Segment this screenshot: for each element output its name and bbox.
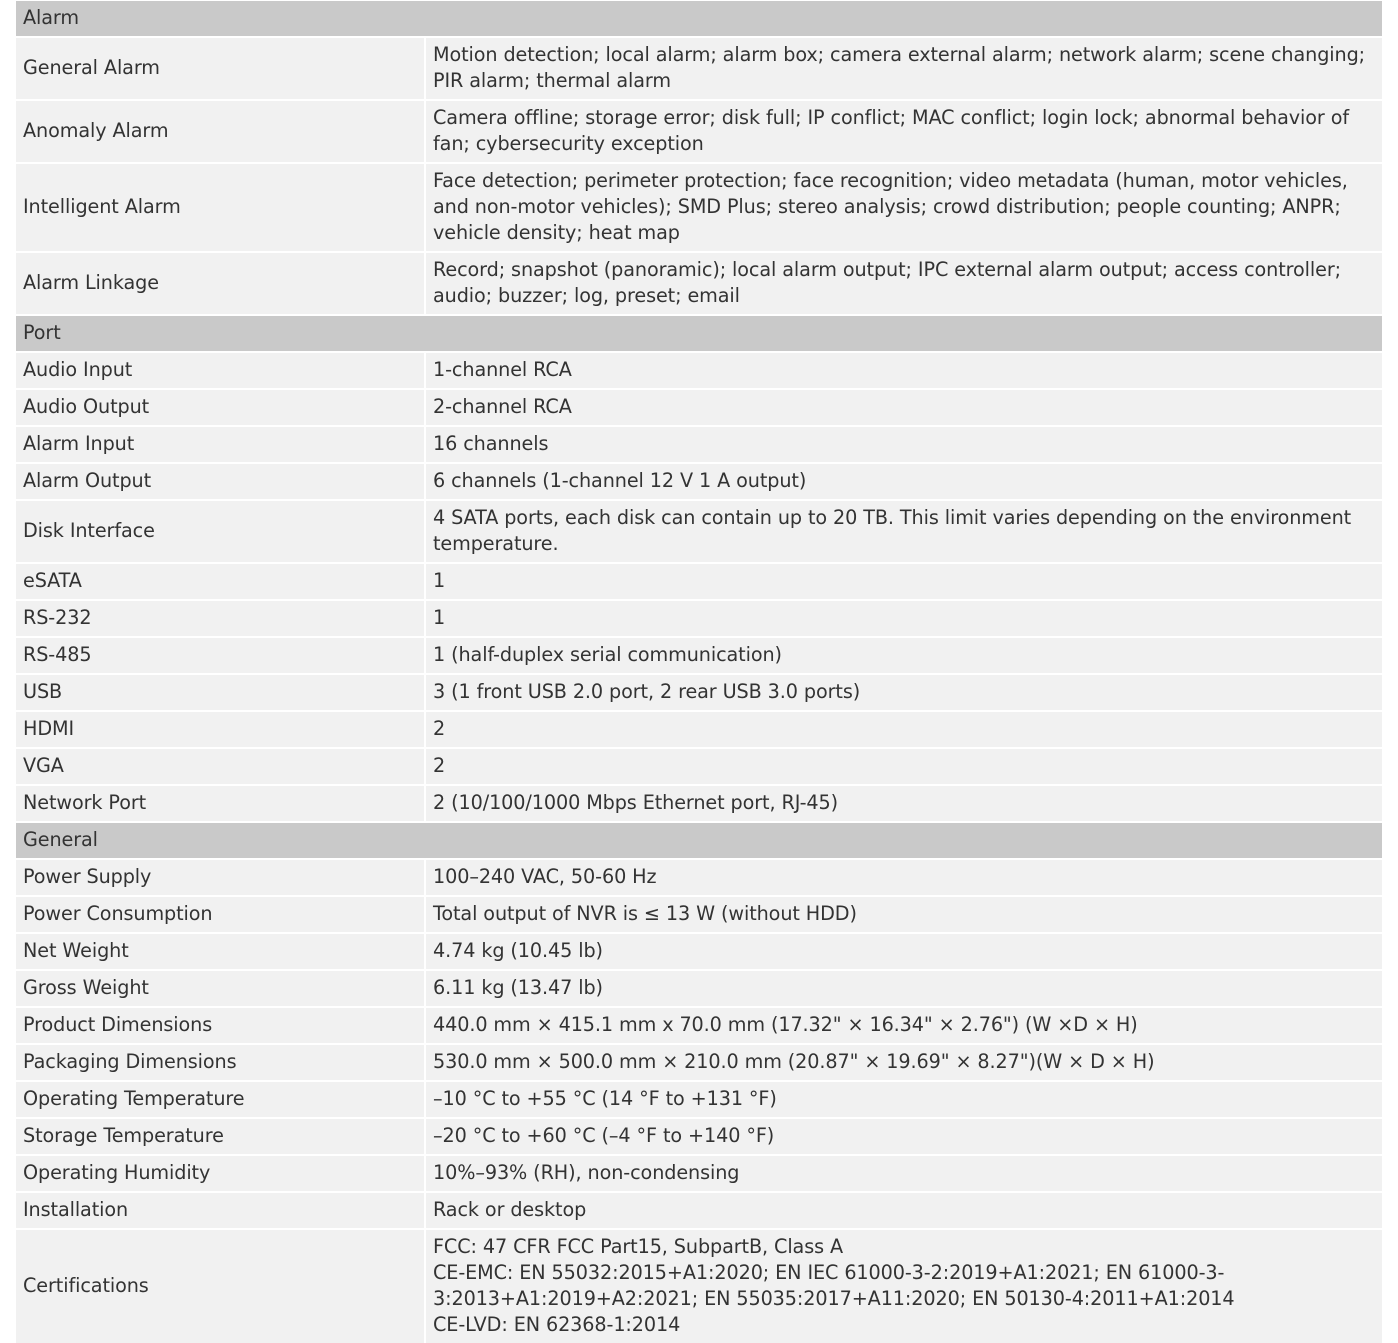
row-label: Power Supply xyxy=(16,859,425,896)
row-label: Disk Interface xyxy=(16,500,425,563)
row-value: –20 °C to +60 °C (–4 °F to +140 °F) xyxy=(425,1118,1382,1155)
table-row xyxy=(16,1118,1382,1155)
row-value: Rack or desktop xyxy=(425,1192,1382,1229)
row-value: 100–240 VAC, 50-60 Hz xyxy=(425,859,1382,896)
table-row xyxy=(16,600,1382,637)
row-label: USB xyxy=(16,674,425,711)
table-row xyxy=(16,896,1382,933)
row-value: 2 xyxy=(425,748,1382,785)
row-label: Product Dimensions xyxy=(16,1007,425,1044)
table-row xyxy=(16,748,1382,785)
certification-fcc: FCC: 47 CFR FCC Part15, SubpartB, Class A xyxy=(433,1235,844,1258)
row-value: Total output of NVR is ≤ 13 W (without HDD) xyxy=(425,896,1382,933)
row-label: Intelligent Alarm xyxy=(16,163,425,252)
row-value: 1 xyxy=(425,563,1382,600)
table-row xyxy=(16,674,1382,711)
table-row xyxy=(16,100,1382,163)
table-row xyxy=(16,933,1382,970)
row-value: 1 xyxy=(425,600,1382,637)
table-row xyxy=(16,426,1382,463)
row-value: 6.11 kg (13.47 lb) xyxy=(425,970,1382,1007)
table-row xyxy=(16,785,1382,822)
row-value: 530.0 mm × 500.0 mm × 210.0 mm (20.87" × 19.69" × 8.27")(W × D × H) xyxy=(425,1044,1382,1081)
row-value: 2 (10/100/1000 Mbps Ethernet port, RJ-45) xyxy=(425,785,1382,822)
row-label: RS-485 xyxy=(16,637,425,674)
row-label: Audio Output xyxy=(16,389,425,426)
certification-ce-emc: CE-EMC: EN 55032:2015+A1:2020; EN IEC 61000-3-2:2019+A1:2021; EN 61000-3-3:2013+A1:2019+A2:2021; EN 55035:2017+A11:2020; EN 50130-4:2011+A1:2014 xyxy=(433,1261,1235,1310)
row-label: Operating Temperature xyxy=(16,1081,425,1118)
row-value: –10 °C to +55 °C (14 °F to +131 °F) xyxy=(425,1081,1382,1118)
row-value: 2-channel RCA xyxy=(425,389,1382,426)
row-value: 10%–93% (RH), non-condensing xyxy=(425,1155,1382,1192)
table-row xyxy=(16,637,1382,674)
table-row xyxy=(16,1007,1382,1044)
section-header-general xyxy=(16,822,1382,859)
row-value: Face detection; perimeter protection; face recognition; video metadata (human, motor vehicles, and non-motor vehicles); SMD Plus; stereo analysis; crowd distribution; people counting; ANPR; vehicle density; heat map xyxy=(425,163,1382,252)
row-value: 4.74 kg (10.45 lb) xyxy=(425,933,1382,970)
row-label: Certifications xyxy=(16,1229,425,1343)
certifications-value xyxy=(425,1229,1382,1343)
row-value: Camera offline; storage error; disk full; IP conflict; MAC conflict; login lock; abnormal behavior of fan; cybersecurity exception xyxy=(425,100,1382,163)
table-row xyxy=(16,1192,1382,1229)
table-row xyxy=(16,500,1382,563)
table-row xyxy=(16,970,1382,1007)
row-label: General Alarm xyxy=(16,37,425,100)
row-label: RS-232 xyxy=(16,600,425,637)
row-label: Alarm Output xyxy=(16,463,425,500)
section-header-port xyxy=(16,315,1382,352)
row-label: Packaging Dimensions xyxy=(16,1044,425,1081)
row-label: Anomaly Alarm xyxy=(16,100,425,163)
row-value: Motion detection; local alarm; alarm box; camera external alarm; network alarm; scene changing; PIR alarm; thermal alarm xyxy=(425,37,1382,100)
row-label: Alarm Linkage xyxy=(16,252,425,315)
table-row xyxy=(16,389,1382,426)
row-label: Alarm Input xyxy=(16,426,425,463)
table-row xyxy=(16,563,1382,600)
row-label: Power Consumption xyxy=(16,896,425,933)
row-value: 1 (half-duplex serial communication) xyxy=(425,637,1382,674)
row-label: HDMI xyxy=(16,711,425,748)
row-label: Net Weight xyxy=(16,933,425,970)
row-label: Network Port xyxy=(16,785,425,822)
section-title: Port xyxy=(16,315,1382,352)
table-row xyxy=(16,1081,1382,1118)
table-row xyxy=(16,859,1382,896)
section-title: Alarm xyxy=(16,1,1382,37)
row-value: 3 (1 front USB 2.0 port, 2 rear USB 3.0 ports) xyxy=(425,674,1382,711)
row-label: Installation xyxy=(16,1192,425,1229)
table-row xyxy=(16,252,1382,315)
section-title: General xyxy=(16,822,1382,859)
row-value: 1-channel RCA xyxy=(425,352,1382,389)
certification-ce-lvd: CE-LVD: EN 62368-1:2014 xyxy=(433,1313,681,1336)
row-label: Operating Humidity xyxy=(16,1155,425,1192)
row-value: 16 channels xyxy=(425,426,1382,463)
table-row xyxy=(16,352,1382,389)
row-label: eSATA xyxy=(16,563,425,600)
row-value: 6 channels (1-channel 12 V 1 A output) xyxy=(425,463,1382,500)
row-value: 2 xyxy=(425,711,1382,748)
table-row xyxy=(16,1044,1382,1081)
table-row xyxy=(16,37,1382,100)
table-row xyxy=(16,163,1382,252)
table-row-certifications xyxy=(16,1229,1382,1343)
row-value: Record; snapshot (panoramic); local alarm output; IPC external alarm output; access controller; audio; buzzer; log, preset; email xyxy=(425,252,1382,315)
section-header-alarm xyxy=(16,1,1382,37)
table-row xyxy=(16,463,1382,500)
row-label: Storage Temperature xyxy=(16,1118,425,1155)
spec-table xyxy=(16,1,1382,1343)
row-label: VGA xyxy=(16,748,425,785)
row-value: 440.0 mm × 415.1 mm x 70.0 mm (17.32" × 16.34" × 2.76") (W ×D × H) xyxy=(425,1007,1382,1044)
row-label: Audio Input xyxy=(16,352,425,389)
table-row xyxy=(16,1155,1382,1192)
row-value: 4 SATA ports, each disk can contain up to 20 TB. This limit varies depending on the environment temperature. xyxy=(425,500,1382,563)
table-row xyxy=(16,711,1382,748)
row-label: Gross Weight xyxy=(16,970,425,1007)
